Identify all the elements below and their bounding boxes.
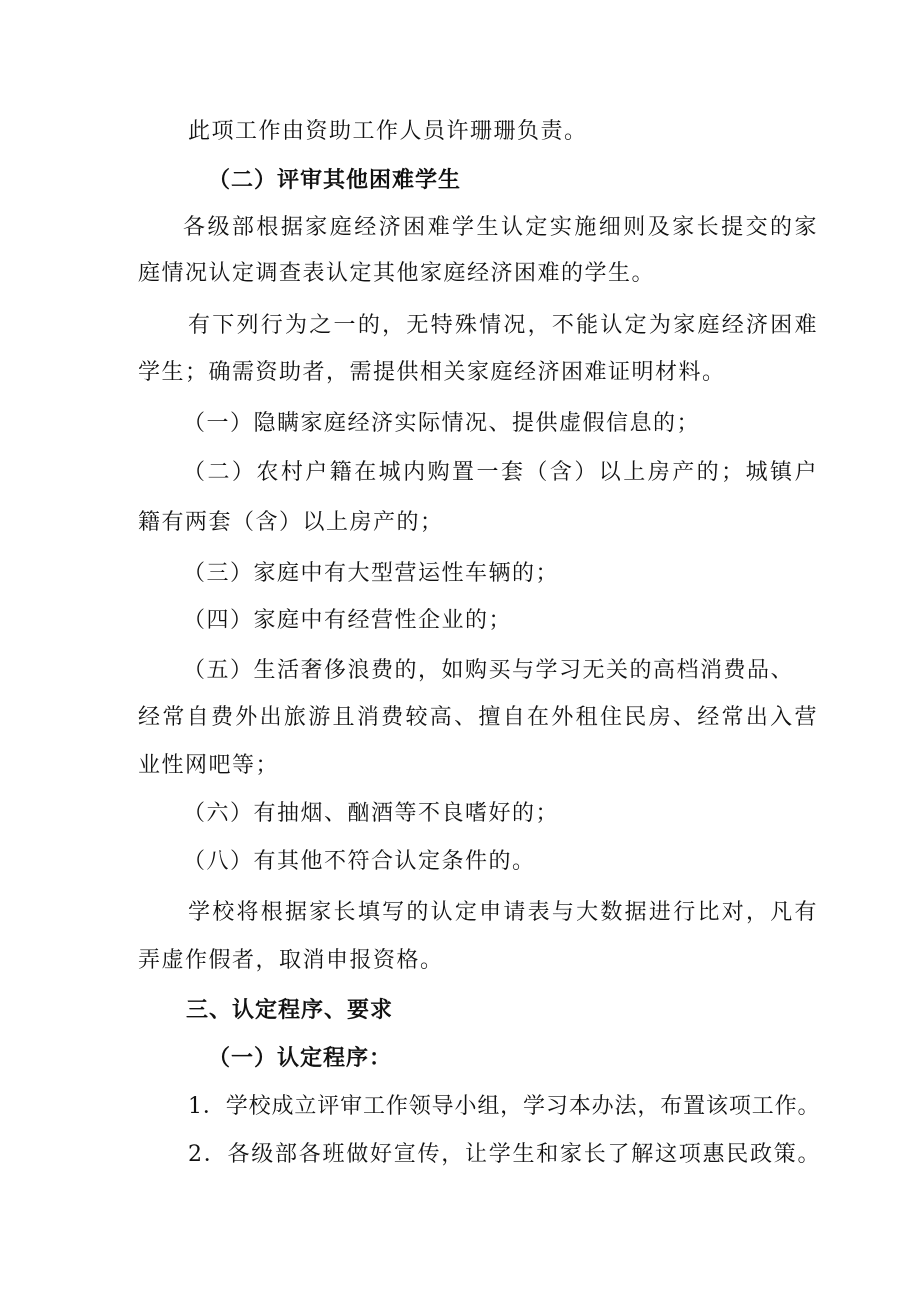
list-item: （一）隐瞒家庭经济实际情况、提供虚假信息的； (183, 411, 701, 436)
procedure-step: 2．各级部各班做好宣传，让学生和家长了解这项惠民政策。 (188, 1142, 820, 1167)
paragraph-line: 各级部根据家庭经济困难学生认定实施细则及家长提交的家 (183, 215, 818, 240)
list-item: （四）家庭中有经营性企业的； (183, 608, 513, 633)
chapter-heading: 三、认定程序、要求 (186, 997, 394, 1023)
paragraph-line: 有下列行为之一的，无特殊情况，不能认定为家庭经济困难 (188, 313, 818, 338)
list-item: （二）农村户籍在城内购置一套（含）以上房产的；城镇户 (183, 460, 818, 485)
paragraph-line: 此项工作由资助工作人员许珊珊负责。 (188, 119, 588, 144)
list-item-continuation: 籍有两套（含）以上房产的； (138, 510, 444, 535)
section-heading: （二）评审其他困难学生 (208, 167, 462, 193)
list-item: （六）有抽烟、酗酒等不良嗜好的； (183, 801, 560, 826)
paragraph-line: 弄虚作假者，取消申报资格。 (138, 948, 444, 973)
section-heading: （一）认定程序： (208, 1045, 393, 1071)
paragraph-line: 庭情况认定调查表认定其他家庭经济困难的学生。 (138, 261, 656, 286)
procedure-step: 1．学校成立评审工作领导小组，学习本办法，布置该项工作。 (188, 1094, 820, 1119)
list-item: （八）有其他不符合认定条件的。 (183, 849, 536, 874)
paragraph-line: 学校将根据家长填写的认定申请表与大数据进行比对，凡有 (188, 900, 818, 925)
list-item: （三）家庭中有大型营运性车辆的； (183, 561, 560, 586)
list-item-continuation: 经常自费外出旅游且消费较高、擅自在外租住民房、经常出入营 (138, 705, 818, 730)
paragraph-line: 学生；确需资助者，需提供相关家庭经济困难证明材料。 (138, 360, 726, 385)
list-item: （五）生活奢侈浪费的，如购买与学习无关的高档消费品、 (183, 658, 795, 683)
list-item-continuation: 业性网吧等； (138, 753, 280, 778)
